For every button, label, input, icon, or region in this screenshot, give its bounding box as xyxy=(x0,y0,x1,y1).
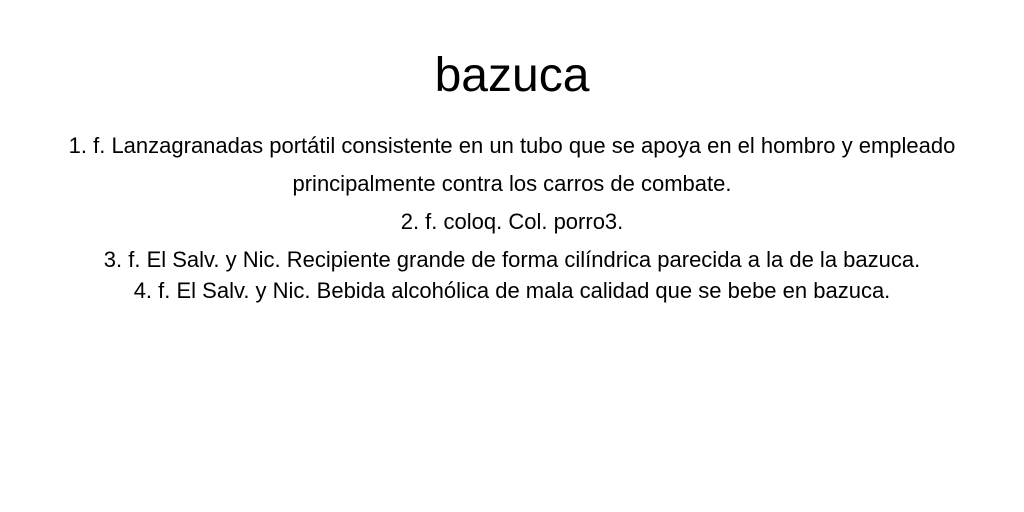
definition-item-4: 4. f. El Salv. y Nic. Bebida alcohólica de mala calidad que se bebe en bazuca. xyxy=(133,278,891,303)
definition-item-2: 2. f. coloq. Col. porro3. xyxy=(400,209,624,234)
definition-item-1: 1. f. Lanzagranadas portátil consistente en un tubo que se apoya en el hombro y empleado principalmente contra los carros de combate. xyxy=(68,133,956,196)
definition-item-3: 3. f. El Salv. y Nic. Recipiente grande de forma cilíndrica parecida a la de la bazuca. xyxy=(103,247,921,272)
entry-term: bazuca xyxy=(434,49,590,102)
definition-list xyxy=(52,127,972,306)
